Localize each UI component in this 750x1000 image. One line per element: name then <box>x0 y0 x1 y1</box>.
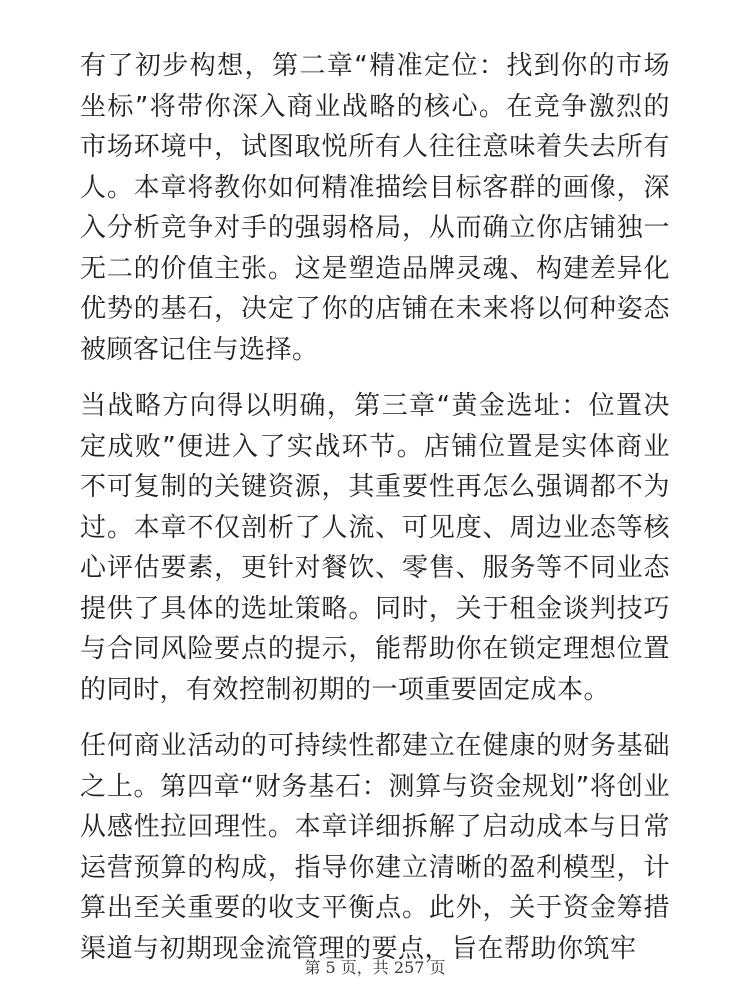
paragraph-chapter-4: 任何商业活动的可持续性都建立在健康的财务基础之上。第四章“财务基石：测算与资金规划”将创业从感性拉回理性。本章详细拆解了启动成本与日常运营预算的构成，指导你建立清晰的盈利模型，计算出至关重要的收支平衡点。此外，关于资金筹措渠道与初期现金流管理的要点，旨在帮助你筑牢 <box>80 731 670 964</box>
paragraph-chapter-3: 当战略方向得以明确，第三章“黄金选址：位置决定成败”便进入了实战环节。店铺位置是实体商业不可复制的关键资源，其重要性再怎么强调都不为过。本章不仅剖析了人流、可见度、周边业态等核心评估要素，更针对餐饮、零售、服务等不同业态提供了具体的选址策略。同时，关于租金谈判技巧与合同风险要点的提示，能帮助你在锁定理想位置的同时，有效控制初期的一项重要固定成本。 <box>80 391 670 705</box>
page-body <box>80 46 670 985</box>
page-number-footer: 第 5 页，共 257 页 <box>304 958 446 977</box>
paragraph-chapter-2: 有了初步构想，第二章“精准定位：找到你的市场坐标”将带你深入商业战略的核心。在竞争激烈的市场环境中，试图取悦所有人往往意味着失去所有人。本章将教你如何精准描绘目标客群的画像，深入分析竞争对手的强弱格局，从而确立你店铺独一无二的价值主张。这是塑造品牌灵魂、构建差异化优势的基石，决定了你的店铺在未来将以何种姿态被顾客记住与选择。 <box>80 51 670 365</box>
